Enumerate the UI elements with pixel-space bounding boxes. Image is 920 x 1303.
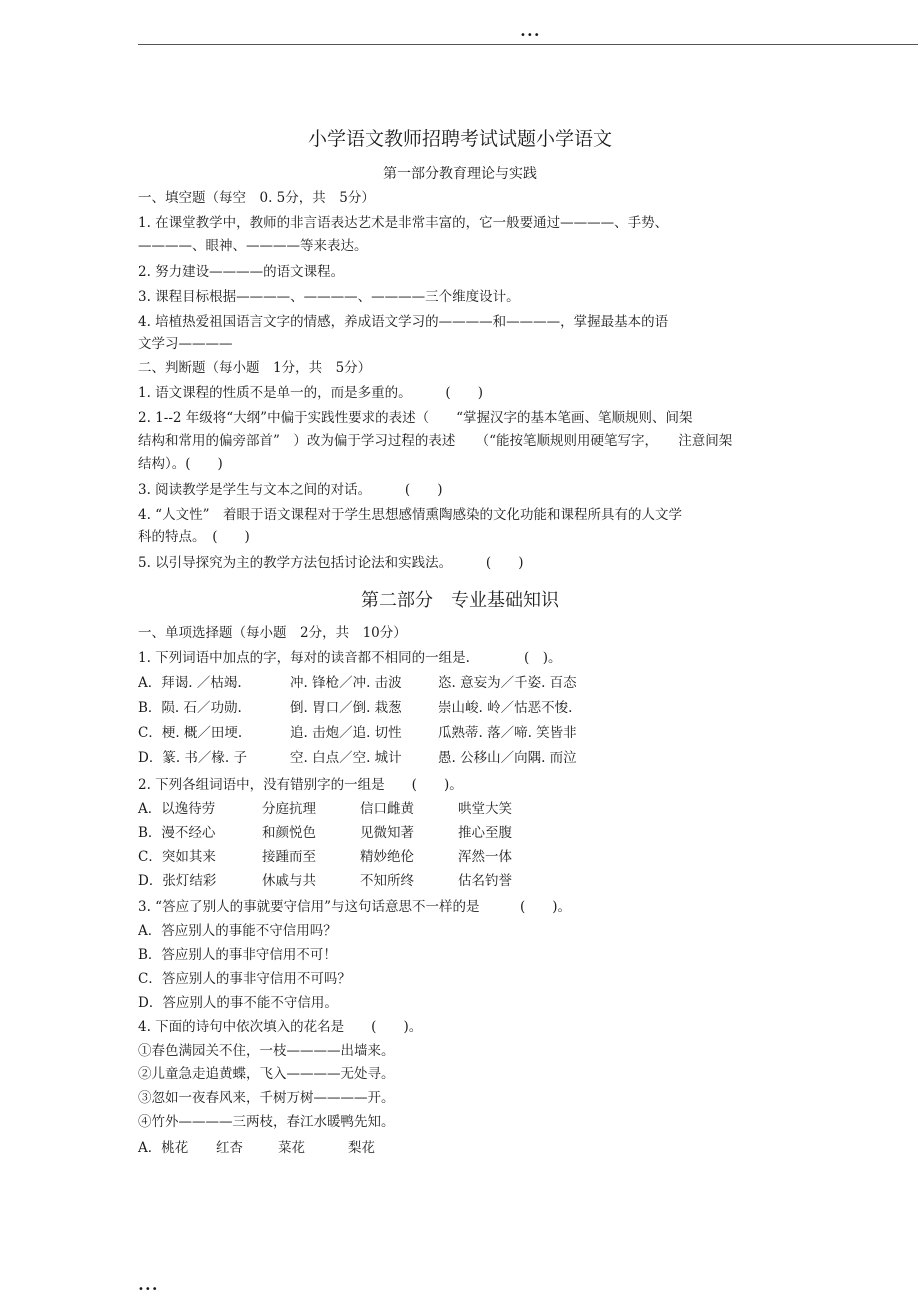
option-cell: 菜花	[278, 1140, 305, 1156]
section-true-false: 二、判断题（每小题 1分，共 5分）	[138, 360, 372, 376]
option-row	[138, 823, 512, 843]
question-line: 5. 以引导探究为主的教学方法包括讨论法和实践法。 ( )	[138, 555, 524, 571]
option-cell: 瓜熟蒂. 落／啼. 笑皆非	[438, 725, 577, 741]
option-cell: 见微知著	[360, 825, 414, 841]
option-row	[138, 799, 512, 819]
question-line: ————、眼神、————等来表达。	[138, 238, 368, 254]
option-cell: 愚. 公移山／向隅. 而泣	[438, 750, 577, 766]
option-cell: 冲. 锋枪／冲. 击波	[290, 675, 402, 691]
part2-title: 第二部分 专业基础知识	[361, 590, 559, 611]
footer-mark: •••	[138, 1284, 159, 1295]
option-cell: 休戚与共	[262, 873, 316, 889]
option-cell: 恣. 意妄为／千姿. 百态	[438, 675, 577, 691]
option-cell: C．突如其来	[138, 849, 216, 865]
option-cell: 推心至腹	[458, 825, 512, 841]
question-stem: 1. 下列词语中加点的字，每对的读音都不相同的一组是. ( )。	[138, 650, 562, 666]
question-stem: 3. “答应了别人的事就要守信用”与这句话意思不一样的是 ( )。	[138, 899, 572, 915]
page-title: 小学语文教师招聘考试试题小学语文	[307, 128, 612, 150]
question-line: 2. 1--2 年级将“大纲”中偏于实践性要求的表述（ “掌握汉字的基本笔画、笔顺规则、间架	[138, 410, 693, 426]
option-cell: 崇山峻. 岭／怙恶不悛.	[438, 700, 573, 716]
option-cell: 接踵而至	[262, 849, 316, 865]
option-row	[138, 723, 577, 743]
option-cell: 梨花	[348, 1140, 375, 1156]
poem-line: ④竹外————三两枝，春江水暖鸭先知。	[138, 1114, 395, 1130]
option-cell: 分庭抗理	[262, 801, 316, 817]
option-cell: B．陨. 石／功勋.	[138, 700, 242, 716]
option-row	[138, 748, 577, 768]
option-line: B．答应别人的事非守信用不可！	[138, 947, 337, 963]
poem-line: ①春色满园关不住，一枝————出墙来。	[138, 1043, 395, 1059]
header-mark: •••	[520, 30, 541, 41]
option-line: A．答应别人的事能不守信用吗？	[138, 923, 337, 939]
option-line: C．答应别人的事非守信用不可吗？	[138, 971, 351, 987]
option-cell: B．漫不经心	[138, 825, 216, 841]
option-row	[138, 1138, 375, 1158]
poem-line: ③忽如一夜春风来，千树万树————开。	[138, 1090, 395, 1106]
question-line: 1. 语文课程的性质不是单一的，而是多重的。 ( )	[138, 385, 483, 401]
header-rule	[138, 44, 918, 45]
question-stem: 2. 下列各组词语中，没有错别字的一组是 ( )。	[138, 777, 463, 793]
option-cell: 空. 白点／空. 城计	[290, 750, 402, 766]
section-multiple-choice: 一、单项选择题（每小题 2分，共 10分）	[138, 625, 407, 641]
section-fill-blank: 一、填空题（每空 0. 5分，共 5分）	[138, 190, 375, 206]
question-line: 文学习————	[138, 336, 233, 352]
option-cell: 倒. 胃口／倒. 栽葱	[290, 700, 402, 716]
poem-line: ②儿童急走追黄蝶，飞入————无处寻。	[138, 1066, 395, 1082]
option-cell: A．拜谒. ／枯竭.	[138, 675, 242, 691]
question-line: 4. “人文性” 着眼于语文课程对于学生思想感情熏陶感染的文化功能和课程所具有的人文学	[138, 507, 682, 523]
question-line: 1. 在课堂教学中，教师的非言语表达艺术是非常丰富的，它一般要通过————、手势、	[138, 215, 669, 231]
option-row	[138, 847, 512, 867]
option-cell: 精妙绝伦	[360, 849, 414, 865]
option-cell: A．桃花	[138, 1140, 189, 1156]
option-cell: 追. 击炮／追. 切性	[290, 725, 402, 741]
question-line: 4. 培植热爱祖国语言文字的情感，养成语文学习的————和————，掌握最基本的语	[138, 314, 669, 330]
question-stem: 4. 下面的诗句中依次填入的花名是 ( )。	[138, 1019, 423, 1035]
question-line: 3. 阅读教学是学生与文本之间的对话。 ( )	[138, 482, 443, 498]
option-row	[138, 871, 512, 891]
question-line: 结构和常用的偏旁部首” ）改为偏于学习过程的表述 （“能按笔顺规则用硬笔写字， 注意间架	[138, 433, 733, 449]
option-cell: 哄堂大笑	[458, 801, 512, 817]
question-line: 3. 课程目标根据————、————、————三个维度设计。	[138, 289, 520, 305]
part1-title: 第一部分教育理论与实践	[383, 166, 537, 182]
question-line: 结构）。( )	[138, 456, 223, 472]
option-cell: 红杏	[216, 1140, 243, 1156]
option-line: D．答应别人的事不能不守信用。	[138, 995, 338, 1011]
option-cell: D．篆. 书／椽. 子	[138, 750, 247, 766]
option-row	[138, 673, 577, 693]
question-line: 2. 努力建设————的语文课程。	[138, 264, 345, 280]
option-cell: A．以逸待劳	[138, 801, 216, 817]
option-cell: 不知所终	[360, 873, 414, 889]
option-row	[138, 698, 572, 718]
option-cell: 信口雌黄	[360, 801, 414, 817]
question-line: 科的特点。 ( )	[138, 529, 250, 545]
option-cell: 和颜悦色	[262, 825, 316, 841]
option-cell: 估名钓誉	[458, 873, 512, 889]
option-cell: C．梗. 概／田埂.	[138, 725, 243, 741]
option-cell: D．张灯结彩	[138, 873, 217, 889]
option-cell: 浑然一体	[458, 849, 512, 865]
